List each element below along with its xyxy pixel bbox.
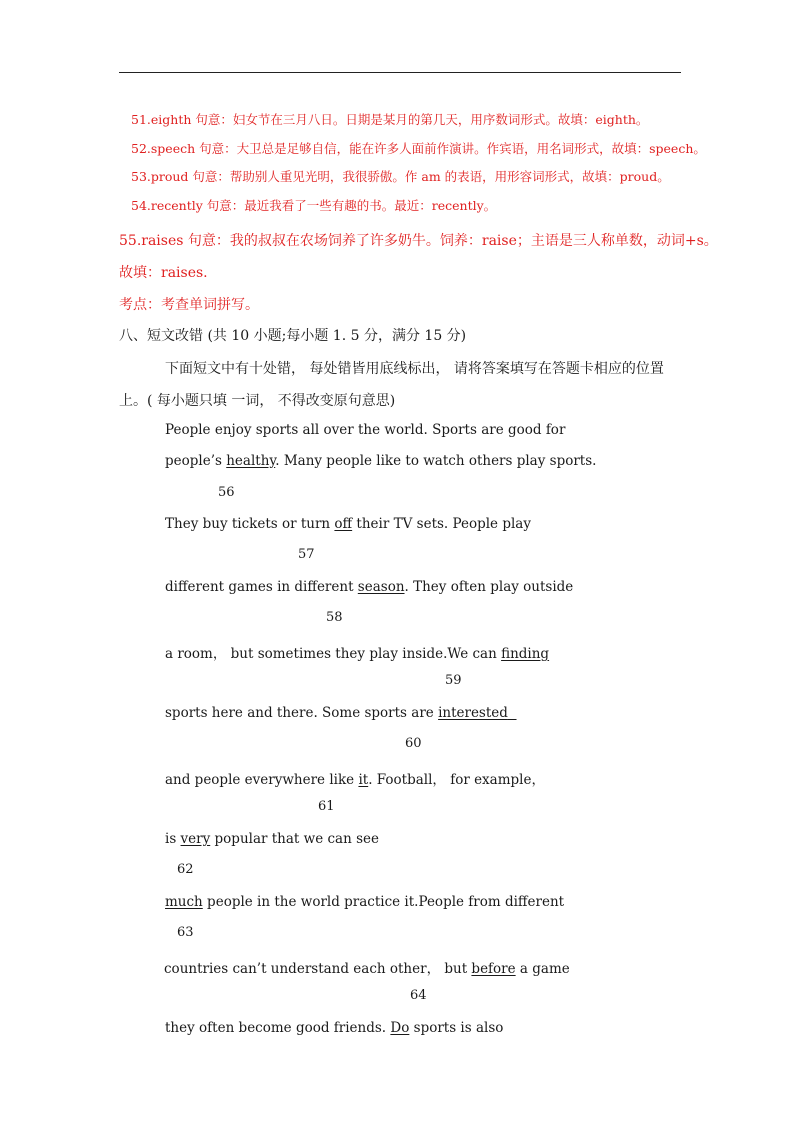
passage-line-3 bbox=[165, 516, 531, 532]
passage-text: sports here and there. Some sports are bbox=[165, 705, 439, 721]
error-number-64: 64 bbox=[410, 988, 427, 1003]
passage-text: sports is also bbox=[409, 1020, 504, 1036]
error-number-59: 59 bbox=[445, 673, 462, 688]
passage-line-8 bbox=[165, 831, 379, 847]
answer-54: 54.recently 句意：最近我看了一些有趣的书。最近：recently。 bbox=[131, 198, 497, 213]
error-number-58: 58 bbox=[326, 610, 343, 625]
passage-line-9 bbox=[165, 894, 564, 910]
passage-text: popular that we can see bbox=[210, 831, 379, 847]
instruction-line1: 下面短文中有十处错， 每处错皆用底线标出， 请将答案填写在答题卡相应的位置 bbox=[165, 361, 664, 377]
error-58: season bbox=[357, 579, 405, 595]
passage-line-5 bbox=[165, 642, 549, 662]
error-number-62: 62 bbox=[177, 862, 194, 877]
answer-51: 51.eighth 句意：妇女节在三月八日。日期是某月的第几天，用序数词形式。故填：eighth。 bbox=[131, 112, 649, 127]
passage-text: a room， but sometimes they play inside.We can bbox=[165, 646, 502, 662]
passage-line-6 bbox=[165, 705, 517, 721]
passage-line-1: People enjoy sports all over the world. Sports are good for bbox=[165, 422, 566, 438]
passage-text: is bbox=[165, 831, 181, 847]
passage-text: their TV sets. People play bbox=[352, 516, 531, 532]
passage-text: they often become good friends. bbox=[165, 1020, 391, 1036]
passage-text: a game bbox=[515, 961, 570, 977]
error-65: Do bbox=[390, 1020, 410, 1036]
passage-line-4 bbox=[165, 579, 573, 595]
passage-line-2 bbox=[165, 453, 596, 469]
passage-text: . Many people like to watch others play sports. bbox=[275, 453, 597, 469]
error-57: off bbox=[334, 516, 353, 532]
passage-text: people in the world practice it.People from different bbox=[202, 894, 565, 910]
kaodian-note: 考点：考查单词拼写。 bbox=[119, 297, 259, 313]
error-64: before bbox=[471, 961, 516, 977]
error-63: much bbox=[165, 894, 203, 910]
error-59: finding bbox=[501, 646, 550, 662]
error-number-63: 63 bbox=[177, 925, 194, 940]
instruction-line2: 上。( 每小题只填 一词， 不得改变原句意思) bbox=[119, 393, 396, 409]
error-60: interested bbox=[438, 705, 508, 721]
error-number-57: 57 bbox=[298, 547, 315, 562]
error-61: it bbox=[358, 772, 369, 788]
passage-text: They buy tickets or turn bbox=[165, 516, 335, 532]
passage-line-7 bbox=[165, 768, 545, 788]
error-number-56: 56 bbox=[218, 485, 235, 500]
passage-text: . They often play outside bbox=[404, 579, 574, 595]
error-number-61: 61 bbox=[318, 799, 335, 814]
header-rule bbox=[119, 72, 681, 73]
passage-text: people’s bbox=[165, 453, 227, 469]
answer-55-line1: 55.raises 句意：我的叔叔在农场饲养了许多奶牛。饲养：raise；主语是三人称单数，动词+s。 bbox=[119, 233, 718, 249]
error-number-60: 60 bbox=[405, 736, 422, 751]
answer-55-line2: 故填：raises. bbox=[119, 265, 208, 281]
error-56: healthy bbox=[226, 453, 276, 469]
passage-line-11 bbox=[165, 1020, 503, 1036]
passage-line-10 bbox=[164, 957, 570, 977]
section-heading: 八、短文改错 (共 10 小题;每小题 1. 5 分，满分 15 分) bbox=[119, 328, 467, 344]
answer-52: 52.speech 句意：大卫总是足够自信，能在许多人面前作演讲。作宾语，用名词形式，故填：speech。 bbox=[131, 141, 706, 156]
answer-53: 53.proud 句意：帮助别人重见光明，我很骄傲。作 am 的表语，用形容词形式，故填：proud。 bbox=[131, 169, 670, 184]
passage-text: and people everywhere like bbox=[165, 772, 359, 788]
error-62: very bbox=[180, 831, 211, 847]
passage-text: countries can’t understand each other， but bbox=[164, 961, 472, 977]
passage-text: . Football， for example， bbox=[368, 772, 545, 788]
passage-text: different games in different bbox=[165, 579, 358, 595]
